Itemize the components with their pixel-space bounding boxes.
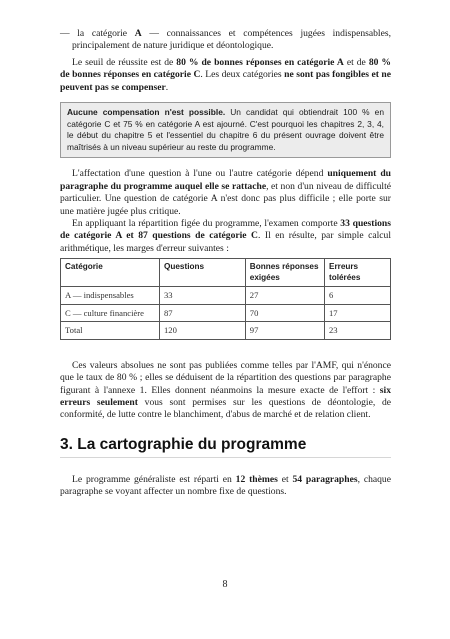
callout-body: Un candidat qui obtiendrait 100 % en catégorie C et 75 % en catégorie A est ajourné. C'est pourquoi les chapitres 2, 3, 4, le début du chapitre 5 et l'essentiel du chapitre 6 du présent ouvrage doivent être maîtrisés à un niveau supérieur au reste du programme. bbox=[67, 107, 384, 152]
table-cell: 120 bbox=[160, 322, 246, 340]
table-cell: C — culture financière bbox=[61, 304, 160, 322]
callout-text bbox=[67, 107, 384, 153]
text-run: — la catégorie bbox=[60, 28, 135, 39]
text-run: et de bbox=[343, 56, 369, 68]
column-header: Catégorie bbox=[61, 259, 160, 287]
callout-bold: Aucune compensation n'est possible. bbox=[67, 107, 226, 118]
table-cell: 33 bbox=[160, 287, 246, 305]
bold-run: 80 % de bonnes réponses en catégorie C bbox=[60, 56, 391, 81]
paragraph-programme bbox=[60, 474, 391, 499]
bold-run: six erreurs seulement bbox=[60, 384, 391, 408]
text-run: En appliquant la répartition figée du programme, l'examen comporte bbox=[72, 218, 341, 230]
bold-run: ne sont pas fongibles et ne peuvent pas se compenser bbox=[60, 69, 391, 93]
text-run: . Il en résulte, par simple calcul arithmétique, les marges d'erreur suivantes : bbox=[60, 230, 391, 254]
error-margin-table bbox=[60, 258, 391, 340]
column-header: Questions bbox=[160, 259, 246, 287]
table-cell: 97 bbox=[245, 322, 324, 340]
table-cell: 6 bbox=[324, 287, 390, 305]
table-header-row bbox=[61, 259, 391, 287]
column-header: Bonnes réponses exigées bbox=[245, 259, 324, 287]
table-cell: 27 bbox=[245, 287, 324, 305]
bold-run: 12 thèmes bbox=[235, 473, 278, 485]
text-run: , chaque paragraphe se voyant affecter un nombre fixe de questions. bbox=[60, 473, 391, 498]
table-cell: 87 bbox=[160, 304, 246, 322]
table-row bbox=[61, 304, 391, 322]
paragraph-seuil bbox=[60, 57, 391, 94]
column-header: Erreurs tolérées bbox=[324, 259, 390, 287]
text-run: vous sont permises sur les questions de déontologie, de conformité, de lutte contre le blanchiment, d'abus de marché et de relation client. bbox=[60, 396, 391, 421]
text-run: et bbox=[277, 473, 293, 485]
paragraph-repartition bbox=[60, 218, 391, 255]
text-run: . bbox=[165, 81, 169, 93]
page-number: 8 bbox=[222, 579, 228, 590]
page-content bbox=[60, 28, 391, 499]
table-row bbox=[61, 322, 391, 340]
table-cell: 17 bbox=[324, 304, 390, 322]
table-cell: Total bbox=[61, 322, 160, 340]
text-run: Ces valeurs absolues ne sont pas publiées comme telles par l'AMF, qui n'énonce que le taux de 80 % ; elles se déduisent de la répartition des questions par paragraphe figurant à l'annexe 1. Elles donnent néanmoins la mesure exacte de l'effort : bbox=[60, 359, 391, 396]
table-cell: 70 bbox=[245, 304, 324, 322]
callout-box bbox=[60, 102, 391, 158]
text-run: , et non d'un niveau de difficulté particulier. Une question de catégorie A n'est donc pas plus difficile ; elle porte sur une matière jugée plus critique. bbox=[60, 180, 391, 217]
table-row bbox=[61, 287, 391, 305]
section-heading: 3. La cartographie du programme bbox=[60, 436, 391, 458]
table-cell: A — indispensables bbox=[61, 287, 160, 305]
paragraph-valeurs bbox=[60, 360, 391, 422]
category-a-item bbox=[60, 28, 391, 53]
text-run: Le seuil de réussite est de bbox=[72, 56, 177, 68]
bold-run: uniquement du paragraphe du programme auquel elle se rattache bbox=[60, 168, 391, 192]
text-run: . Les deux catégories bbox=[200, 69, 285, 81]
bold-run: A bbox=[134, 28, 142, 39]
paragraph-affectation bbox=[60, 168, 391, 218]
bold-run: 54 paragraphes bbox=[292, 473, 358, 485]
text-run: L'affectation d'une question à l'une ou l'autre catégorie dépend bbox=[72, 168, 328, 180]
table-cell: 23 bbox=[324, 322, 390, 340]
bold-run: 33 questions de catégorie A et 87 questions de catégorie C bbox=[60, 218, 391, 242]
text-run: Le programme généraliste est réparti en bbox=[72, 473, 236, 485]
text-run: — connaissances et compétences jugées indispensables, principalement de nature juridique et déontologique. bbox=[72, 28, 391, 52]
bold-run: 80 % de bonnes réponses en catégorie A bbox=[176, 56, 344, 68]
